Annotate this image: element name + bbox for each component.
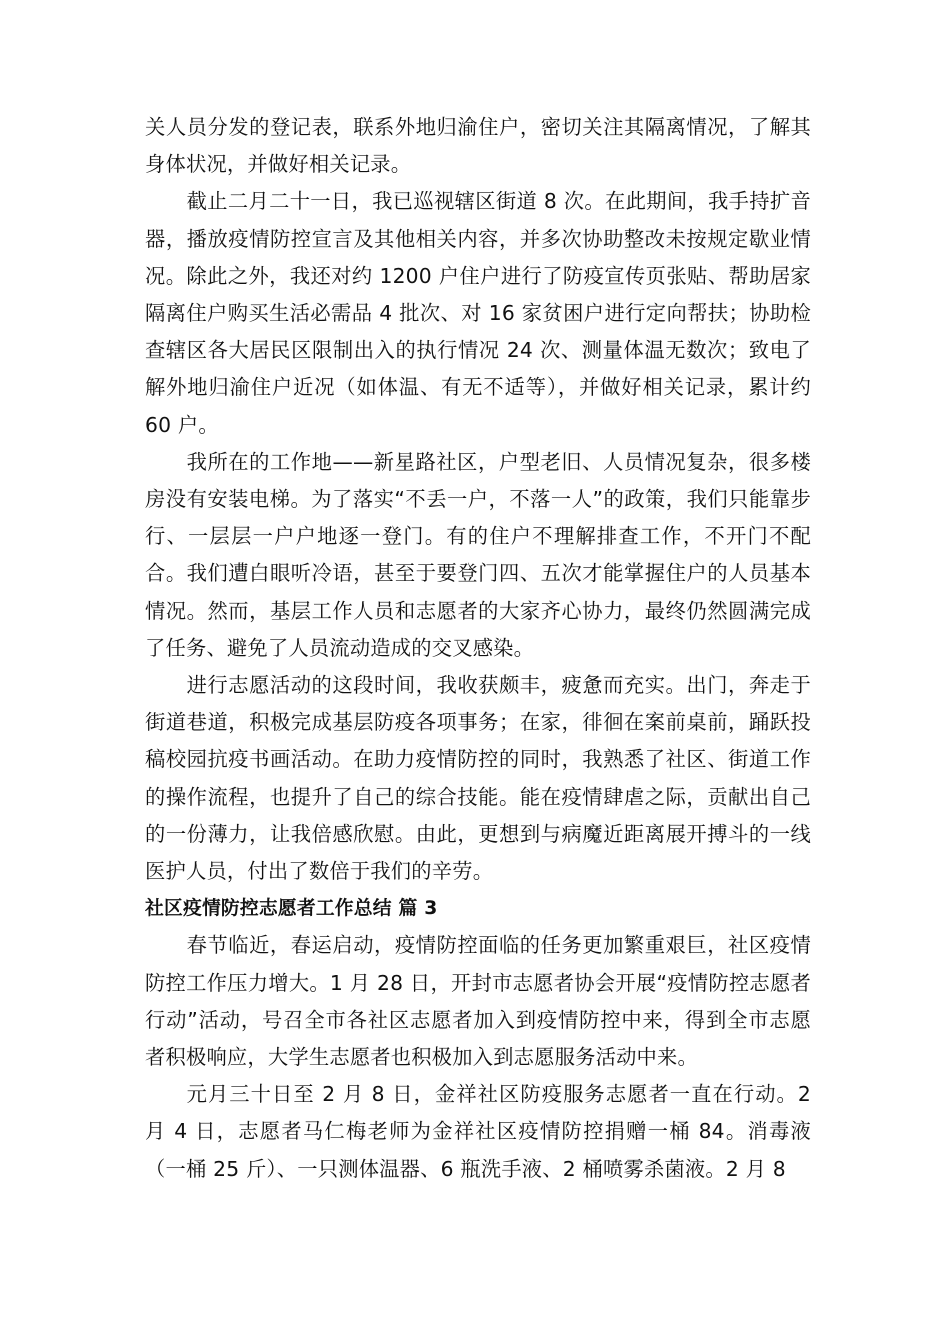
paragraph-xinxing-road: 我所在的工作地——新星路社区，户型老旧、人员情况复杂，很多楼房没有安装电梯。为了落实“不丢一户，不落一人”的政策，我们只能靠步行、一层层一户户地逐一登门。有的住户不理解排查工作，不开门不配合。我们遭白眼听冷语，甚至于要登门四、五次才能掌握住户的人员基本情况。然而，基层工作人员和志愿者的大家齐心协力，最终仍然圆满完成了任务、避免了人员流动造成的交叉感染。 bbox=[145, 449, 811, 660]
paragraph-continuation: 关人员分发的登记表，联系外地归渝住户，密切关注其隔离情况，了解其身体状况，并做好相关记录。 bbox=[145, 115, 811, 177]
paragraph-jinxiang-community: 元月三十日至 2 月 8 日，金祥社区防疫服务志愿者一直在行动。2 月 4 日，志愿者马仁梅老师为金祥社区疫情防控捐赠一桶 84。消毒液（一桶 25 斤）、一只测体温器、6 瓶洗手液、2 桶喷雾杀菌液。2 月 8 bbox=[145, 1082, 811, 1181]
document-page bbox=[145, 109, 811, 1188]
paragraph-patrol-summary: 截止二月二十一日，我已巡视辖区街道 8 次。在此期间，我手持扩音器，播放疫情防控宣言及其他相关内容，并多次协助整改未按规定歇业情况。除此之外，我还对约 1200 户住户进行了防疫宣传页张贴、帮助居家隔离住户购买生活必需品 4 批次、对 16 家贫困户进行定向帮扶；协助检查辖区各大居民区限制出入的执行情况 24 次、测量体温无数次；致电了解外地归渝住户近况（如体温、有无不适等），并做好相关记录，累计约 60 户。 bbox=[145, 189, 811, 437]
paragraph-reflection: 进行志愿活动的这段时间，我收获颇丰，疲惫而充实。出门，奔走于街道巷道，积极完成基层防疫各项事务；在家，徘徊在案前桌前，踊跃投稿校园抗疫书画活动。在助力疫情防控的同时，我熟悉了社区、街道工作的操作流程，也提升了自己的综合技能。能在疫情肆虐之际，贡献出自己的一份薄力，让我倍感欣慰。由此，更想到与病魔近距离展开搏斗的一线医护人员，付出了数倍于我们的辛劳。 bbox=[145, 673, 811, 884]
paragraph-spring-festival: 春节临近，春运启动，疫情防控面临的任务更加繁重艰巨，社区疫情防控工作压力增大。1 月 28 日，开封市志愿者协会开展“疫情防控志愿者行动”活动，号召全市各社区志愿者加入到疫情防控中来，得到全市志愿者积极响应，大学生志愿者也积极加入到志愿服务活动中来。 bbox=[145, 933, 811, 1070]
section-heading: 社区疫情防控志愿者工作总结 篇 3 bbox=[145, 898, 438, 920]
